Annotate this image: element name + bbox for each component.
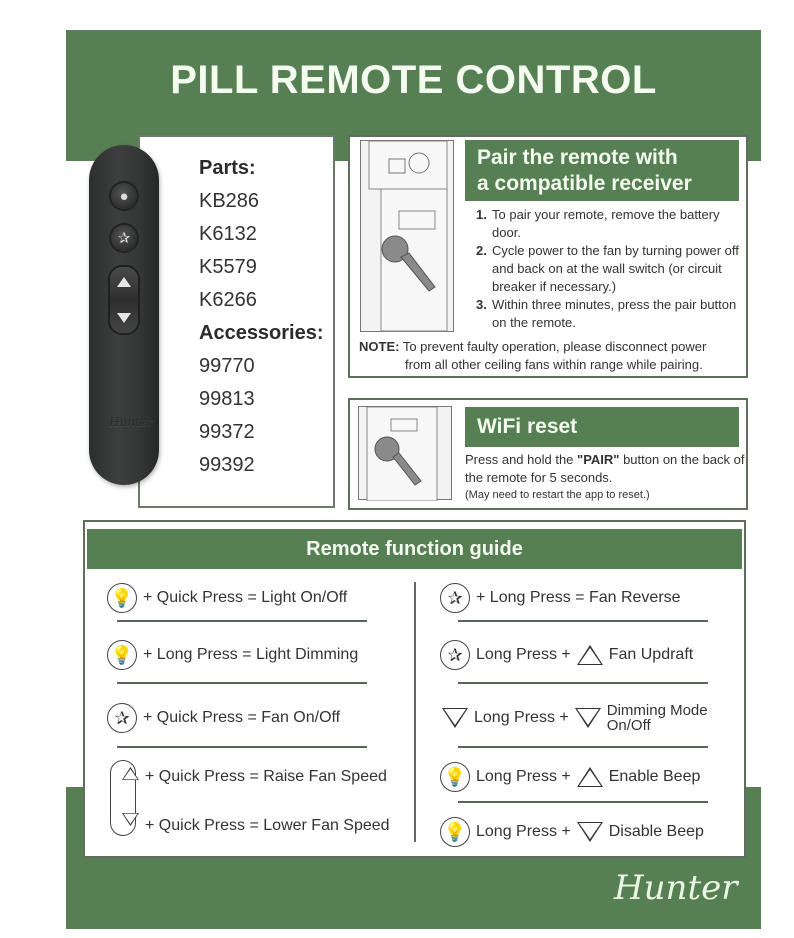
speed-rocker-icon: [110, 760, 136, 836]
wifi-instructions: Press and hold the "PAIR" button on the back of the remote for 5 seconds. (May need to restart the app to reset.): [465, 452, 745, 501]
pair-button-illustration: [360, 140, 454, 332]
up-arrow-icon: [122, 767, 139, 780]
parts-heading: Parts:: [199, 157, 256, 179]
fan-icon: ✰: [107, 703, 137, 733]
divider: [458, 682, 708, 684]
guide-row: 💡 + Quick Press = Light On/Off: [107, 582, 347, 614]
page-title: PILL REMOTE CONTROL: [170, 58, 657, 102]
guide-heading: Remote function guide: [87, 529, 742, 569]
light-icon: 💡: [107, 583, 137, 613]
guide-row: 💡 Long Press + Enable Beep: [440, 761, 700, 793]
part-number: K6132: [199, 223, 257, 245]
down-arrow-icon: [577, 822, 603, 842]
accessory-number: 99392: [199, 454, 255, 476]
hunter-logo: Hunter: [614, 868, 738, 908]
guide-row: + Quick Press = Lower Fan Speed: [145, 817, 390, 834]
divider: [458, 620, 708, 622]
accessory-number: 99770: [199, 355, 255, 377]
fan-icon: ✰: [111, 225, 137, 251]
wifi-heading: WiFi reset: [465, 407, 739, 447]
guide-row: Long Press + Dimming Mode On/Off: [442, 702, 708, 734]
up-arrow-icon: [577, 645, 603, 665]
fan-icon: ✰: [440, 583, 470, 613]
down-arrow-icon: [122, 813, 139, 826]
column-divider: [414, 582, 416, 842]
up-arrow-icon: [577, 767, 603, 787]
accessory-number: 99813: [199, 388, 255, 410]
divider: [117, 682, 367, 684]
pair-note: NOTE: To prevent faulty operation, please disconnect power from all other ceiling fans within range while pairing.: [359, 339, 707, 372]
up-arrow-icon: [117, 277, 131, 287]
part-number: K6266: [199, 289, 257, 311]
down-arrow-icon: [575, 708, 601, 728]
part-number: K5579: [199, 256, 257, 278]
light-icon: 💡: [440, 817, 470, 847]
divider: [117, 620, 367, 622]
guide-row: 💡 + Long Press = Light Dimming: [107, 639, 358, 671]
pair-step: 3. Within three minutes, press the pair button on the remote.: [476, 297, 737, 330]
guide-row: ✰ + Quick Press = Fan On/Off: [107, 702, 340, 734]
divider: [458, 801, 708, 803]
wifi-reset-illustration: [358, 406, 452, 500]
pair-step: 1. To pair your remote, remove the battery door.: [476, 207, 720, 240]
remote-logo: Hunter: [109, 415, 153, 429]
accessory-number: 99372: [199, 421, 255, 443]
remote-image: [89, 145, 159, 485]
pair-step: 2. Cycle power to the fan by turning power off and back on at the wall switch (or circuit breaker if necessary.): [476, 243, 739, 294]
part-number: KB286: [199, 190, 260, 212]
light-icon: 💡: [440, 762, 470, 792]
divider: [458, 746, 708, 748]
divider: [117, 746, 367, 748]
pair-heading: Pair the remote with a compatible receiver: [465, 140, 739, 201]
light-icon: ●: [111, 183, 137, 209]
pair-steps: [476, 206, 746, 332]
parts-list: [199, 152, 324, 482]
accessories-heading: Accessories:: [199, 322, 324, 344]
fan-icon: ✰: [440, 640, 470, 670]
guide-row: ✰ Long Press + Fan Updraft: [440, 639, 693, 671]
down-arrow-icon: [117, 313, 131, 323]
guide-row: 💡 Long Press + Disable Beep: [440, 816, 704, 848]
light-icon: 💡: [107, 640, 137, 670]
guide-row: + Quick Press = Raise Fan Speed: [145, 768, 387, 785]
guide-row: ✰ + Long Press = Fan Reverse: [440, 582, 681, 614]
down-arrow-icon: [442, 708, 468, 728]
fan-speed-rocker: [110, 267, 138, 333]
